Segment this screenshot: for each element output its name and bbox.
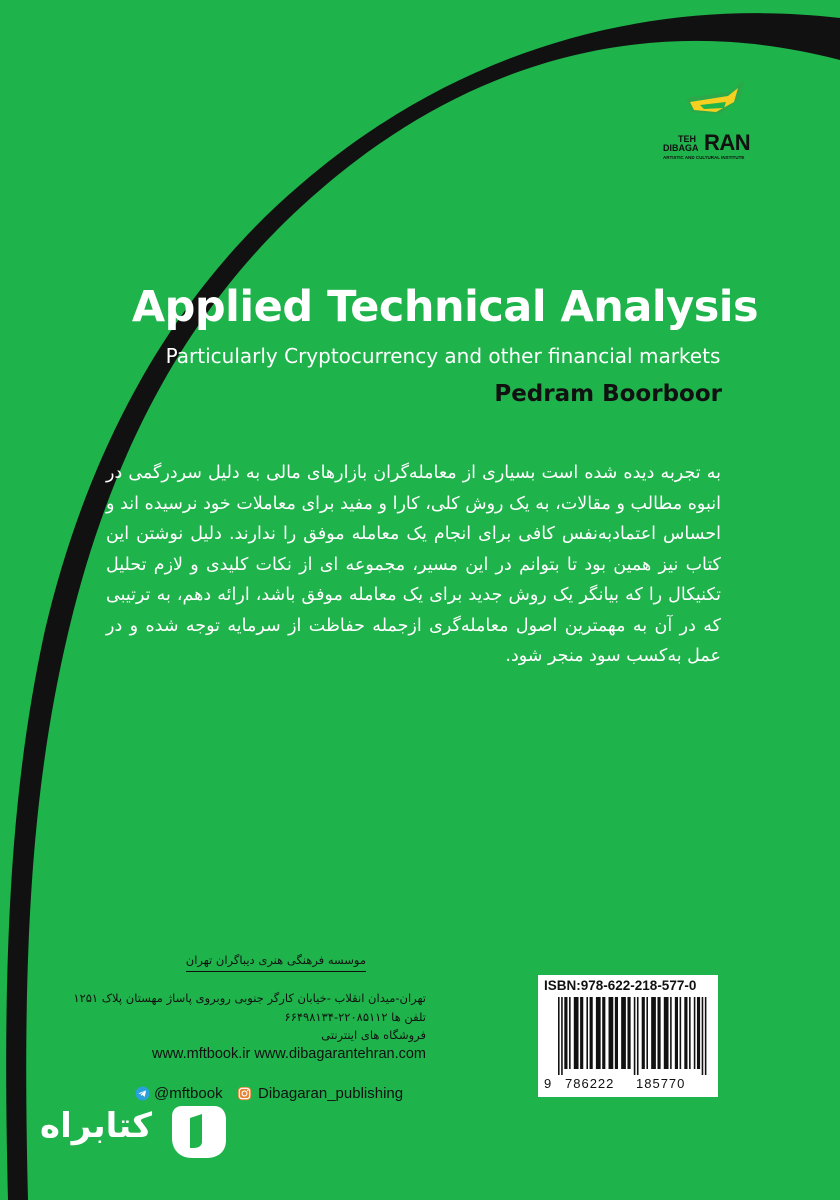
publisher-address: تهران-میدان انقلاب -خیابان کارگر جنوبی روبروی پاساژ مهستان پلاک ۱۲۵۱ <box>73 991 426 1005</box>
logo-teh-text: TEH <box>678 134 696 144</box>
barcode-bar <box>675 997 678 1069</box>
barcode-bar <box>702 997 704 1075</box>
barcode-bar <box>637 997 639 1075</box>
barcode-bar <box>561 997 563 1075</box>
barcode-bar <box>621 997 626 1069</box>
barcode-bar <box>615 997 618 1069</box>
barcode-digits-left: 786222 <box>565 1076 615 1091</box>
barcode-bars <box>558 997 708 1075</box>
book-blurb: به تجربه دیده شده است بسیاری از معامله‌گران بازارهای مالی به دلیل سردرگمی در انبوه مطالب و مقالات، به یک روش کلی، کارا و مفید برای معاملات خود نرسیده اند و احساس اعتماد‌به‌نفس کافی برای انجام یک معامله موفق را ندارند. دلیل نوشتن این کتاب نیز همین بود تا بتوانم در این مسیر، مجموعه ای از نکات کلیدی و لازم تحلیل تکنیکال را که بیانگر یک روش جدید برای یک معامله موفق باشد، ارائه دهم، به ترتیبی که در آن به مهمترین اصول معامله‌گری ازجمله حفاظت از سرمایه توجه شده و در عمل به‌کسب سود منجر شود. <box>106 463 721 666</box>
barcode-bar <box>569 997 571 1069</box>
publisher-websites: www.mftbook.ir www.dibagarantehran.com <box>151 1046 426 1062</box>
barcode-bar <box>602 997 605 1069</box>
barcode-bar <box>580 997 583 1069</box>
barcode-bar <box>574 997 579 1069</box>
barcode-bar <box>646 997 648 1069</box>
barcode-bar <box>664 997 669 1069</box>
barcode-bar <box>694 997 696 1069</box>
barcode-bar <box>590 997 593 1069</box>
instagram-handle: Dibagaran_publishing <box>258 1085 404 1102</box>
barcode-bar <box>596 997 601 1069</box>
dibagaran-logo-icon <box>680 72 750 132</box>
logo-dibaga-text: DIBAGA <box>663 143 699 153</box>
barcode-digits-right: 185770 <box>636 1076 686 1091</box>
barcode-bar <box>564 997 567 1069</box>
isbn-number: ISBN:978-622-218-577-0 <box>544 978 697 993</box>
barcode-bar <box>651 997 656 1069</box>
barcode-bar <box>642 997 645 1069</box>
book-author: Pedram Boorboor <box>494 381 722 407</box>
logo-subtitle: ARTISTIC AND CULTURAL INSTITUTE <box>663 155 745 160</box>
book-subtitle: Particularly Cryptocurrency and other financial markets <box>165 344 721 368</box>
isbn-barcode <box>538 975 718 1097</box>
barcode-bar <box>689 997 691 1069</box>
publisher-logo-text <box>650 130 760 170</box>
barcode-bar <box>670 997 672 1069</box>
barcode-digit-prefix: 9 <box>544 1076 552 1091</box>
telegram-icon <box>135 1086 150 1101</box>
logo-ran-text: RAN <box>704 130 751 155</box>
instagram-icon <box>237 1086 252 1101</box>
publisher-name: موسسه فرهنگی هنری دیباگران تهران <box>186 953 366 972</box>
ketabrah-logo-icon <box>168 1100 230 1162</box>
barcode-bar <box>558 997 560 1075</box>
barcode-bar <box>697 997 700 1069</box>
publisher-phone: تلفن ها ۲۲۰۸۵۱۱۲-۶۶۴۹۸۱۳۴ <box>284 1010 426 1024</box>
barcode-bar <box>684 997 687 1069</box>
ketabrah-watermark <box>40 1100 200 1162</box>
telegram-handle: @mftbook <box>154 1085 223 1102</box>
barcode-bar <box>657 997 660 1069</box>
book-title: Applied Technical Analysis <box>131 282 759 332</box>
online-stores-label: فروشگاه های اینترنتی <box>321 1028 426 1042</box>
barcode-bar <box>586 997 588 1069</box>
ketabrah-text: کتابراه <box>40 1106 153 1146</box>
barcode-bar <box>627 997 630 1069</box>
barcode-bar <box>634 997 636 1075</box>
barcode-bar <box>705 997 707 1075</box>
publisher-logo <box>650 72 760 172</box>
barcode-bar <box>680 997 682 1069</box>
barcode-bar <box>609 997 614 1069</box>
